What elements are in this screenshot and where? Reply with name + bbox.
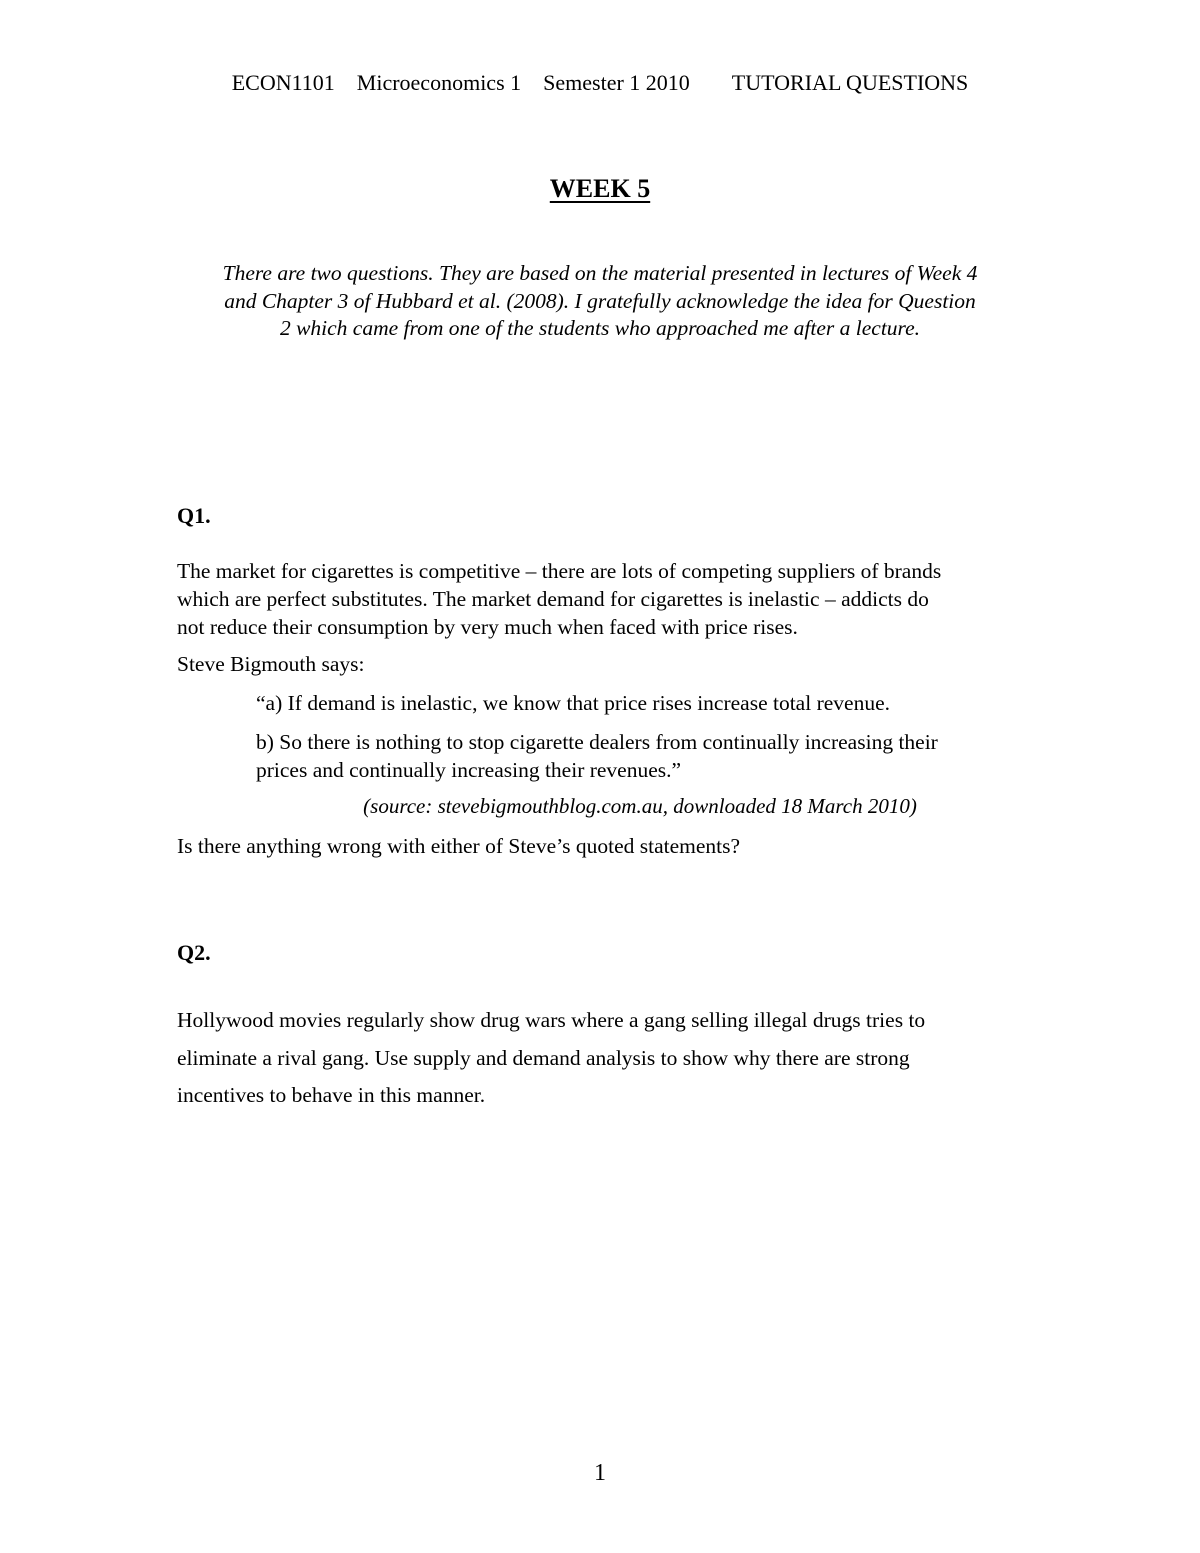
header-term: Semester 1 2010 bbox=[543, 70, 690, 95]
intro-line: 2 which came from one of the students who approached me after a lecture. bbox=[279, 316, 921, 340]
q1-quote-b-line: prices and continually increasing their revenues.” bbox=[256, 758, 682, 782]
q1-paragraph bbox=[177, 557, 941, 641]
q2-line: incentives to behave in this manner. bbox=[177, 1083, 486, 1107]
header-subject: Microeconomics 1 bbox=[356, 70, 522, 95]
q1-line: not reduce their consumption by very much when faced with price rises. bbox=[177, 615, 798, 639]
q1-line: The market for cigarettes is competitive – there are lots of competing suppliers of brands bbox=[177, 559, 942, 583]
q1-heading: Q1. bbox=[177, 503, 211, 528]
q2-heading: Q2. bbox=[177, 940, 211, 965]
q1-speaker: Steve Bigmouth says: bbox=[177, 652, 365, 676]
intro-line: and Chapter 3 of Hubbard et al. (2008). I gratefully acknowledge the idea for Question bbox=[224, 288, 976, 313]
running-header bbox=[0, 70, 1200, 96]
q2-paragraph bbox=[177, 1002, 925, 1115]
intro-paragraph bbox=[0, 260, 1200, 343]
intro-line: There are two questions. They are based on the material presented in lectures of Week 4 bbox=[222, 261, 978, 285]
q2-line: eliminate a rival gang. Use supply and demand analysis to show why there are strong bbox=[177, 1045, 910, 1070]
header-course: ECON1101 bbox=[231, 70, 335, 95]
page-number: 1 bbox=[594, 1460, 606, 1486]
q1-quote-b-line: b) So there is nothing to stop cigarette dealers from continually increasing their bbox=[256, 730, 938, 754]
q1-source: (source: stevebigmouthblog.com.au, downloaded 18 March 2010) bbox=[363, 794, 917, 818]
q1-question: Is there anything wrong with either of Steve’s quoted statements? bbox=[177, 834, 741, 858]
page-title bbox=[0, 174, 1200, 204]
q1-quote-a: “a) If demand is inelastic, we know that price rises increase total revenue. bbox=[256, 691, 890, 715]
q2-line: Hollywood movies regularly show drug wars where a gang selling illegal drugs tries to bbox=[177, 1008, 926, 1032]
header-doc-type: TUTORIAL QUESTIONS bbox=[731, 70, 969, 95]
q1-line: which are perfect substitutes. The market demand for cigarettes is inelastic – addicts do bbox=[177, 587, 929, 611]
q1-quote-b bbox=[256, 728, 938, 784]
week-title-text: WEEK 5 bbox=[549, 174, 651, 203]
